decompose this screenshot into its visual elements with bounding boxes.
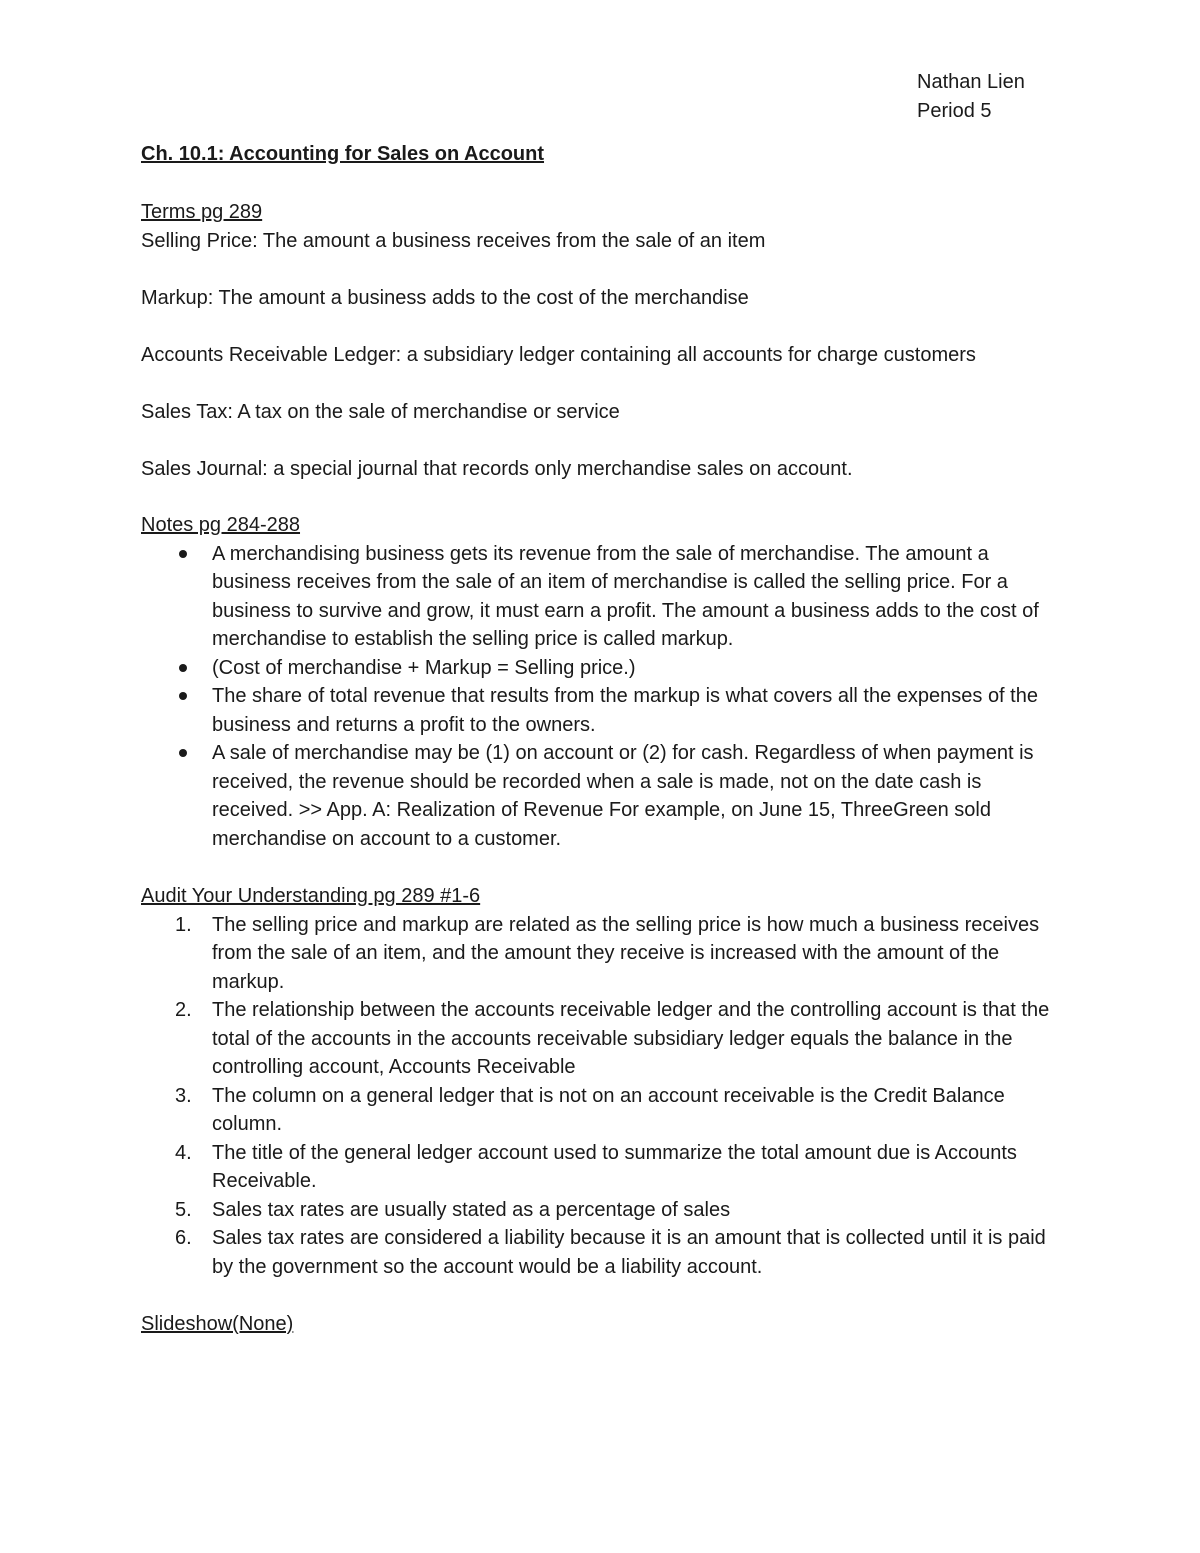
- audit-section: [141, 882, 1061, 1281]
- answer-number: 5.: [175, 1198, 192, 1221]
- answer-text: Sales tax rates are usually stated as a percentage of sales: [212, 1198, 731, 1221]
- answer-text: The selling price and markup are related as the selling price is how much a business receives from the sale of an item, and the amount they receive is increased with the amount of the markup.: [212, 913, 1040, 993]
- answer-item: [141, 996, 1061, 1082]
- note-item: The share of total revenue that results from the markup is what covers all the expenses of the business and returns a profit to the owners.: [141, 682, 1061, 739]
- answer-number: 4.: [175, 1141, 192, 1164]
- note-item: (Cost of merchandise + Markup = Selling price.): [141, 654, 1061, 683]
- audit-answers-list: [141, 911, 1061, 1282]
- answer-item: [141, 1196, 1061, 1225]
- answer-number: 3.: [175, 1084, 192, 1107]
- student-header: [917, 68, 1117, 126]
- notes-heading: Notes pg 284-288: [141, 514, 301, 536]
- note-item: A sale of merchandise may be (1) on account or (2) for cash. Regardless of when payment is received, the revenue should be recorded when a sale is made, not on the date cash is received. >> App. A: Realization of Revenue For example, on June 15, ThreeGreen sold merchandise on account to a customer.: [141, 739, 1061, 853]
- term-sales-journal: Sales Journal: a special journal that records only merchandise sales on account.: [141, 457, 853, 480]
- notes-section: [141, 511, 1061, 853]
- terms-heading: Terms pg 289: [141, 201, 263, 223]
- answer-item: [141, 1082, 1061, 1139]
- answer-number: 6.: [175, 1227, 192, 1249]
- notes-list: [141, 540, 1061, 854]
- answer-item: [141, 1224, 1061, 1281]
- answer-number: 1.: [175, 913, 192, 936]
- answer-number: 2.: [175, 999, 192, 1021]
- answer-text: The column on a general ledger that is not on an account receivable is the Credit Balance column.: [212, 1084, 1005, 1135]
- student-name: Nathan Lien: [917, 71, 1025, 93]
- term-markup: Markup: The amount a business adds to the cost of the merchandise: [141, 286, 749, 309]
- document-title: Ch. 10.1: Accounting for Sales on Account: [141, 143, 545, 165]
- note-item: A merchandising business gets its revenue from the sale of merchandise. The amount a business receives from the sale of an item of merchandise is called the selling price. For a business to survive and grow, it must earn a profit. The amount a business adds to the cost of merchandise to establish the selling price is called markup.: [141, 540, 1061, 654]
- answer-text: The title of the general ledger account used to summarize the total amount due is Accounts Receivable.: [212, 1141, 1017, 1192]
- term-selling-price: Selling Price: The amount a business receives from the sale of an item: [141, 229, 766, 252]
- audit-heading: Audit Your Understanding pg 289 #1-6: [141, 885, 481, 907]
- term-sales-tax: Sales Tax: A tax on the sale of merchandise or service: [141, 400, 620, 423]
- term-accounts-receivable-ledger: Accounts Receivable Ledger: a subsidiary ledger containing all accounts for charge customers: [141, 343, 976, 366]
- slideshow-section: [141, 1310, 1061, 1339]
- slideshow-heading: Slideshow(None): [141, 1313, 294, 1335]
- answer-text: Sales tax rates are considered a liability because it is an amount that is collected until it is paid by the government so the account would be a liability account.: [212, 1227, 1046, 1278]
- terms-section: [141, 198, 1061, 483]
- answer-item: [141, 1139, 1061, 1196]
- answer-item: [141, 911, 1061, 997]
- student-period: Period 5: [917, 100, 992, 122]
- answer-text: The relationship between the accounts receivable ledger and the controlling account is that the total of the accounts in the accounts receivable subsidiary ledger equals the balance in the controlling account, Accounts Receivable: [212, 999, 1050, 1078]
